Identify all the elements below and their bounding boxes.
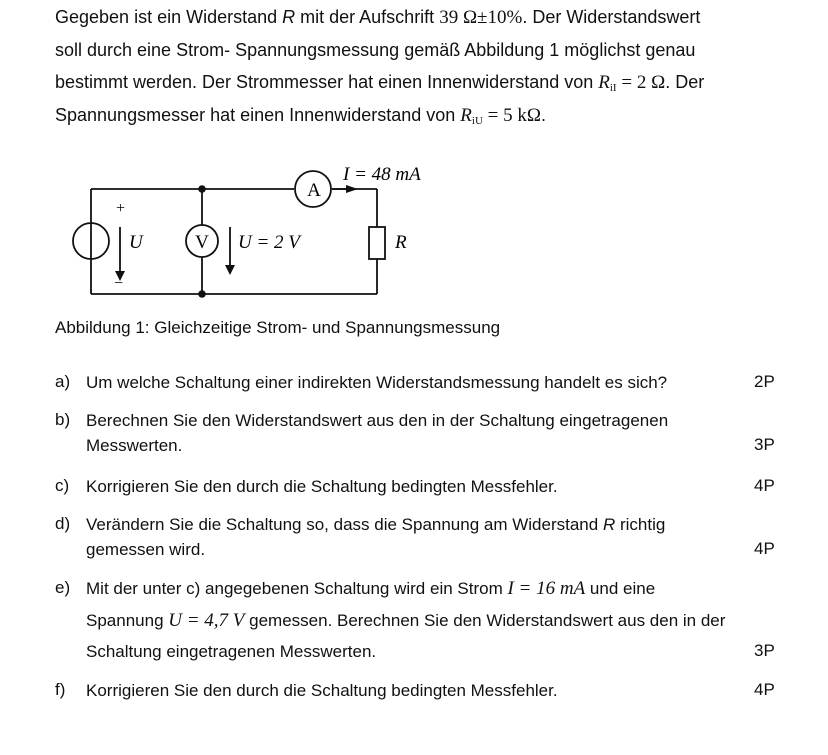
task-label: f) bbox=[55, 680, 66, 699]
meter-arrow-head bbox=[225, 265, 235, 275]
task-points: 4P bbox=[754, 539, 775, 558]
task-points: 3P bbox=[754, 435, 775, 454]
voltmeter-resistance-symbol: R bbox=[460, 105, 472, 126]
ammeter-resistance-value: = 2 Ω bbox=[616, 72, 666, 93]
source-voltage-label: U bbox=[129, 232, 143, 253]
intro-line-1 bbox=[55, 6, 700, 29]
intro-text: Spannungsmesser hat einen Innenwiderstand von bbox=[55, 105, 461, 125]
intro-line-3 bbox=[55, 71, 704, 99]
voltmeter-reading: U = 2 V bbox=[238, 232, 300, 253]
intro-line-2: soll durch eine Strom- Spannungsmessung gemäß Abbildung 1 möglichst genau bbox=[55, 40, 696, 60]
task-text: Korrigieren Sie den durch die Schaltung bedingten Messfehler. bbox=[86, 681, 558, 700]
voltage-formula: U = 4,7 V bbox=[168, 610, 245, 631]
task-label: b) bbox=[55, 410, 71, 429]
task-text-part: Spannung bbox=[86, 611, 169, 630]
task-text: Messwerten. bbox=[86, 436, 183, 455]
task-text-part: Verändern Sie die Schaltung so, dass die Spannung am Widerstand bbox=[86, 515, 603, 534]
task-text: Schaltung eingetragenen Messwerten. bbox=[86, 642, 377, 661]
ammeter-label: A bbox=[307, 180, 321, 201]
voltmeter-resistance-subscript: iU bbox=[471, 115, 483, 127]
intro-text: . bbox=[540, 105, 546, 125]
intro-text: Gegeben ist ein Widerstand bbox=[55, 7, 283, 27]
resistor-marking: 39 Ω±10% bbox=[439, 7, 523, 28]
intro-text: bestimmt werden. Der Strommesser hat einen Innenwiderstand von bbox=[55, 72, 599, 92]
voltmeter-resistance-value: = 5 kΩ bbox=[482, 105, 541, 126]
task-points: 3P bbox=[754, 641, 775, 660]
minus-sign: − bbox=[114, 275, 124, 292]
ammeter-resistance-symbol: R bbox=[598, 72, 610, 93]
resistor-symbol: R bbox=[602, 515, 616, 534]
task-points: 4P bbox=[754, 476, 775, 495]
task-text bbox=[86, 610, 725, 632]
current-formula: I = 16 mA bbox=[507, 578, 586, 599]
current-label: I = 48 mA bbox=[343, 164, 421, 185]
resistor-label: R bbox=[395, 232, 407, 253]
intro-line-4 bbox=[55, 104, 546, 132]
circuit-diagram bbox=[62, 155, 462, 305]
task-label: d) bbox=[55, 514, 71, 533]
task-label: a) bbox=[55, 372, 71, 391]
task-label: c) bbox=[55, 476, 70, 495]
ammeter-resistance-subscript: iI bbox=[609, 82, 617, 94]
task-text-part: richtig bbox=[615, 515, 666, 534]
task-text bbox=[86, 514, 665, 536]
task-points: 4P bbox=[754, 680, 775, 699]
task-label: e) bbox=[55, 578, 71, 597]
resistor-symbol bbox=[369, 227, 385, 259]
task-text: gemessen wird. bbox=[86, 540, 206, 559]
task-text-part: gemessen. Berechnen Sie den Widerstandswert aus den in der bbox=[244, 611, 726, 630]
task-text-part: Mit der unter c) angegebenen Schaltung wird ein Strom bbox=[86, 579, 508, 598]
resistor-symbol: R bbox=[282, 7, 296, 27]
intro-text: mit der Aufschrift bbox=[295, 7, 440, 27]
task-text: Um welche Schaltung einer indirekten Widerstandsmessung handelt es sich? bbox=[86, 373, 668, 392]
junction-top bbox=[198, 185, 206, 193]
intro-text: . Der bbox=[665, 72, 705, 92]
plus-sign: + bbox=[116, 200, 126, 217]
task-text bbox=[86, 578, 655, 600]
task-text: Korrigieren Sie den durch die Schaltung bedingten Messfehler. bbox=[86, 477, 558, 496]
task-text: Berechnen Sie den Widerstandswert aus den in der Schaltung eingetragenen bbox=[86, 411, 669, 430]
figure-caption: Abbildung 1: Gleichzeitige Strom- und Spannungsmessung bbox=[55, 318, 501, 337]
intro-text: . Der Widerstandswert bbox=[522, 7, 701, 27]
task-points: 2P bbox=[754, 372, 775, 391]
voltmeter-letter: V bbox=[195, 232, 209, 253]
junction-bottom bbox=[198, 290, 206, 298]
task-text-part: und eine bbox=[585, 579, 656, 598]
